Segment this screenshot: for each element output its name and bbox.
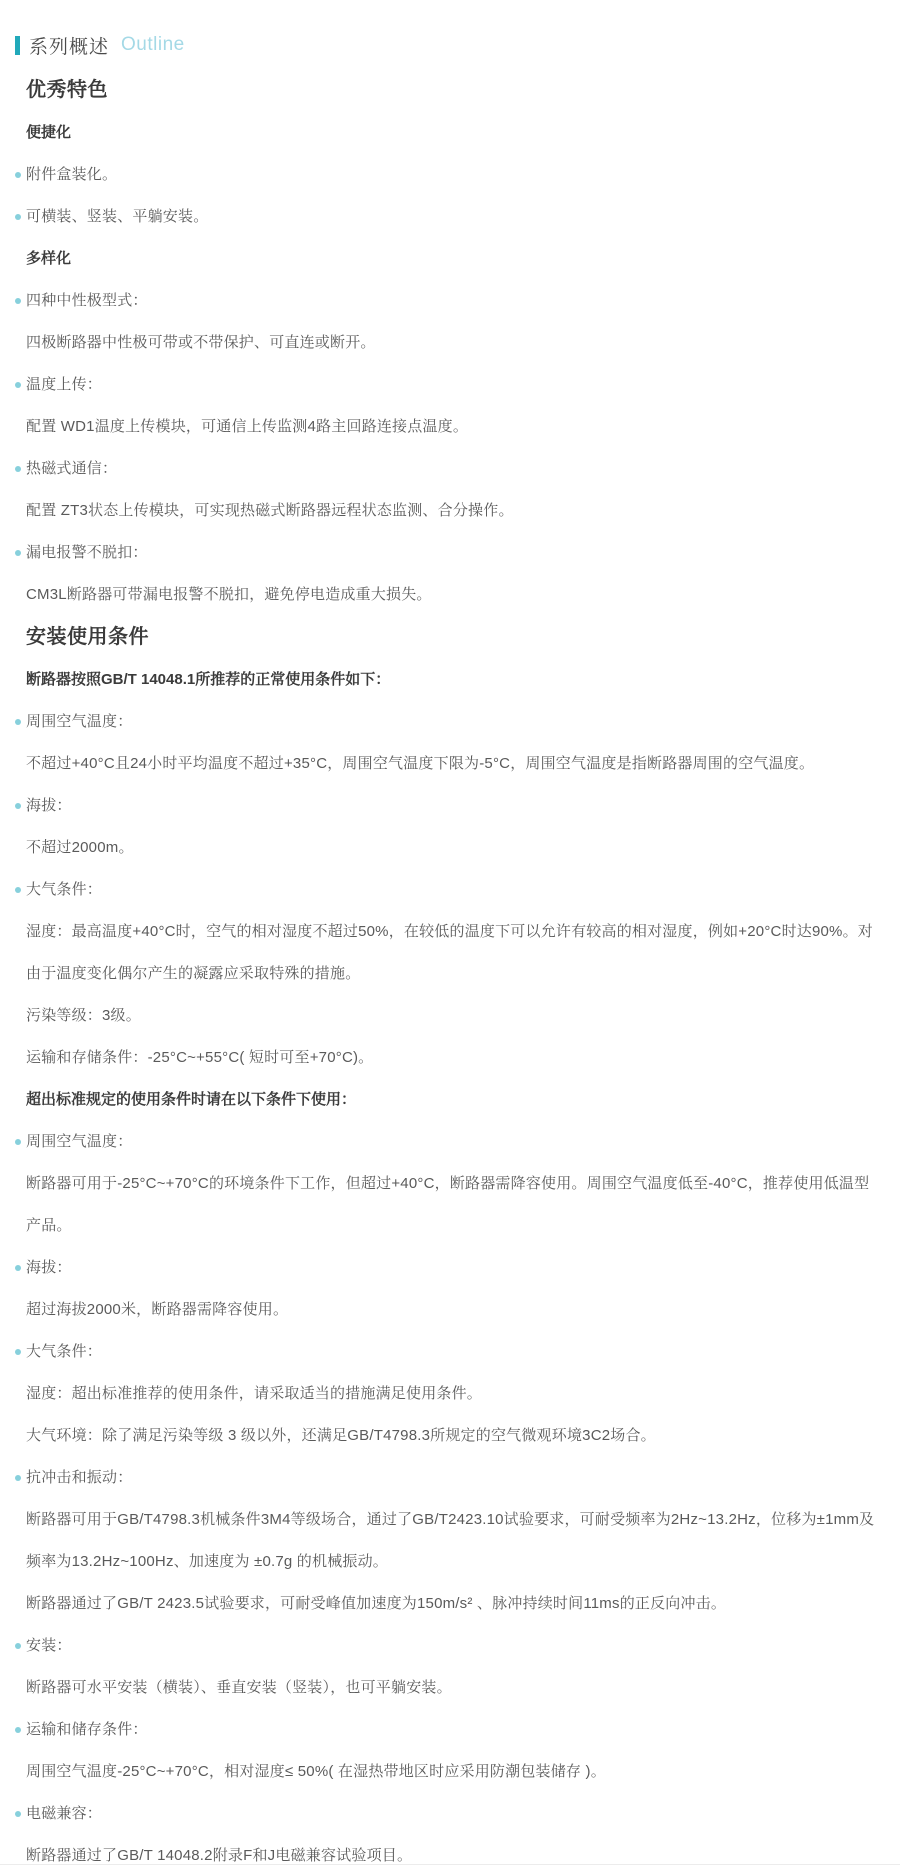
bullet-label: 抗冲击和振动： [26, 1469, 133, 1486]
bullet-label: 漏电报警不脱扣： [26, 544, 148, 561]
bullet-label: 海拔： [26, 1259, 72, 1276]
bullet-item [26, 1793, 875, 1835]
paragraph: CM3L断路器可带漏电报警不脱扣，避免停电造成重大损失。 [26, 586, 432, 603]
bullet-dot-icon [15, 1643, 21, 1649]
bullet-dot-icon [15, 466, 21, 472]
bullet-item [26, 1457, 875, 1499]
section-title-zh: 系列概述 [29, 36, 110, 58]
bullet-dot-icon [15, 298, 21, 304]
bullet-dot-icon [15, 1349, 21, 1355]
bullet-label: 运输和储存条件： [26, 1721, 148, 1738]
paragraph: 大气环境：除了满足污染等级 3 级以外，还满足GB/T4798.3所规定的空气微观环境3C2场合。 [26, 1427, 656, 1444]
bullet-dot-icon [15, 1475, 21, 1481]
section-title-en: Outline [121, 34, 185, 55]
bullet-label: 大气条件： [26, 1343, 103, 1360]
bullet-dot-icon [15, 382, 21, 388]
bullet-item [26, 364, 875, 406]
bullet-label: 大气条件： [26, 881, 103, 898]
bullet-label: 附件盒装化。 [26, 166, 118, 183]
paragraph: 污染等级：3级。 [26, 1007, 141, 1024]
paragraph: 断路器可用于GB/T4798.3机械条件3M4等级场合，通过了GB/T2423.10试验要求，可耐受频率为2Hz~13.2Hz，位移为±1mm及频率为13.2Hz~100Hz、加速度为 ±0.7g 的机械振动。 [26, 1511, 875, 1570]
paragraph: 断路器可水平安装（横装）、垂直安装（竖装），也可平躺安装。 [26, 1679, 452, 1696]
bullet-label: 安装： [26, 1637, 72, 1654]
bullet-label: 温度上传： [26, 376, 103, 393]
bullet-label: 周围空气温度： [26, 713, 133, 730]
bullet-dot-icon [15, 803, 21, 809]
bullet-label: 周围空气温度： [26, 1133, 133, 1150]
content-area [15, 69, 880, 1865]
paragraph: 湿度：超出标准推荐的使用条件，请采取适当的措施满足使用条件。 [26, 1385, 483, 1402]
bullet-item [26, 701, 875, 743]
section-header [15, 33, 880, 57]
paragraph: 湿度：最高温度+40°C时，空气的相对湿度不超过50%，在较低的温度下可以允许有较高的相对湿度，例如+20°C时达90%。对由于温度变化偶尔产生的凝露应采取特殊的措施。 [26, 923, 873, 982]
bullet-dot-icon [15, 1139, 21, 1145]
heading-secondary: 便捷化 [26, 124, 72, 141]
heading-primary: 优秀特色 [26, 79, 108, 101]
bullet-label: 四种中性极型式： [26, 292, 148, 309]
paragraph: 不超过2000m。 [26, 839, 134, 856]
heading-secondary: 超出标准规定的使用条件时请在以下条件下使用： [26, 1091, 357, 1108]
paragraph: 超过海拔2000米，断路器需降容使用。 [26, 1301, 289, 1318]
bullet-dot-icon [15, 1265, 21, 1271]
accent-bar-icon [15, 36, 20, 55]
paragraph: 配置 ZT3状态上传模块，可实现热磁式断路器远程状态监测、合分操作。 [26, 502, 514, 519]
paragraph: 四极断路器中性极可带或不带保护、可直连或断开。 [26, 334, 376, 351]
paragraph: 断路器通过了GB/T 2423.5试验要求，可耐受峰值加速度为150m/s² 、脉冲持续时间11ms的正反向冲击。 [26, 1595, 727, 1612]
paragraph: 周围空气温度-25°C~+70°C，相对湿度≤ 50%( 在湿热带地区时应采用防潮包装储存 )。 [26, 1763, 606, 1780]
bullet-dot-icon [15, 550, 21, 556]
bullet-item [26, 1247, 875, 1289]
paragraph: 运输和存储条件：-25°C~+55°C( 短时可至+70°C)。 [26, 1049, 374, 1066]
paragraph: 不超过+40°C且24小时平均温度不超过+35°C，周围空气温度下限为-5°C，周围空气温度是指断路器周围的空气温度。 [26, 755, 815, 772]
bullet-item [26, 785, 875, 827]
bullet-dot-icon [15, 1727, 21, 1733]
bullet-dot-icon [15, 1811, 21, 1817]
bullet-item [26, 196, 875, 238]
bullet-item [26, 869, 875, 911]
bullet-label: 热磁式通信： [26, 460, 118, 477]
bullet-item [26, 280, 875, 322]
bullet-item [26, 1121, 875, 1163]
bullet-dot-icon [15, 172, 21, 178]
bullet-label: 可横装、竖装、平躺安装。 [26, 208, 209, 225]
bullet-item [26, 154, 875, 196]
bullet-dot-icon [15, 214, 21, 220]
paragraph: 断路器可用于-25°C~+70°C的环境条件下工作，但超过+40°C，断路器需降容使用。周围空气温度低至-40°C，推荐使用低温型产品。 [26, 1175, 870, 1234]
heading-secondary: 多样化 [26, 250, 72, 267]
paragraph: 配置 WD1温度上传模块，可通信上传监测4路主回路连接点温度。 [26, 418, 469, 435]
bullet-label: 电磁兼容： [26, 1805, 103, 1822]
bullet-label: 海拔： [26, 797, 72, 814]
bullet-item [26, 1331, 875, 1373]
bullet-dot-icon [15, 887, 21, 893]
heading-primary: 安装使用条件 [26, 626, 149, 648]
bullet-item [26, 448, 875, 490]
bullet-item [26, 532, 875, 574]
paragraph: 断路器通过了GB/T 14048.2附录F和J电磁兼容试验项目。 [26, 1847, 413, 1864]
bullet-item [26, 1709, 875, 1751]
bullet-dot-icon [15, 719, 21, 725]
heading-secondary: 断路器按照GB/T 14048.1所推荐的正常使用条件如下： [26, 671, 391, 688]
bullet-item [26, 1625, 875, 1667]
